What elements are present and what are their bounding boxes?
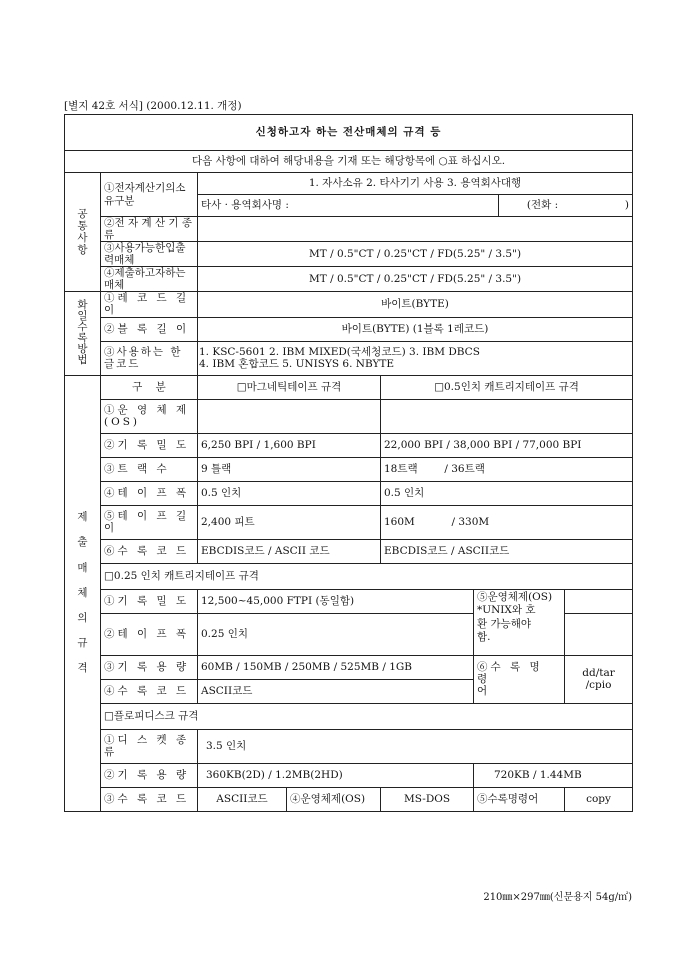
f-type-value[interactable]: 3.5 인치	[198, 729, 633, 763]
mag-tape-header[interactable]: □마그네틱테이프 규격	[198, 375, 381, 399]
q-command-label: ⑥수 록 명 령 어	[474, 655, 565, 703]
paper-size-note: 210㎜×297㎜(신문용지 54g/㎡)	[483, 892, 632, 903]
f-os-label: ④운영체제(OS)	[287, 787, 381, 811]
tracks-label: ③트 랙 수	[101, 457, 198, 481]
f-code-label: ③수 록 코 드	[101, 787, 198, 811]
tracks-mag-value[interactable]: 9 틀랙	[198, 457, 381, 481]
q-os-field-2[interactable]	[565, 613, 633, 655]
media-spec-section-label: 제 출 매 체 의 규 격	[65, 375, 101, 811]
tape-length-label: ⑤테 이 프 길 이	[101, 505, 198, 539]
f-capacity-value-2[interactable]: 720KB / 1.44MB	[474, 763, 633, 787]
form-header-note: [별지 42호 서식] (2000.12.11. 개정)	[64, 100, 242, 112]
ownership-options[interactable]: 1. 자사소유 2. 타사기기 사용 3. 용역회사대행	[198, 173, 633, 195]
q-command-value[interactable]: dd/tar /cpio	[565, 655, 633, 703]
tracks-cart-value[interactable]: 18트랙 / 36트랙	[381, 457, 633, 481]
io-media-label: ③사용가능한입출력매체	[101, 242, 198, 267]
computer-type-label: ②전 자 계 산 기 종 류	[101, 217, 198, 242]
q-width-value[interactable]: 0.25 인치	[198, 613, 474, 655]
hangul-code-label: ③사용하는 한글코드	[101, 341, 198, 375]
tape-length-mag-value[interactable]: 2,400 피트	[198, 505, 381, 539]
vendor-phone-field[interactable]: (전화 : )	[499, 195, 633, 217]
tape-width-mag-value[interactable]: 0.5 인치	[198, 481, 381, 505]
media-spec-form	[64, 114, 633, 812]
tape-length-cart-value[interactable]: 160M / 330M	[381, 505, 633, 539]
instruction-text: 다음 사항에 대하여 해당내용을 기재 또는 해당항목에 ○표 하십시오.	[65, 151, 633, 173]
density-cart-value[interactable]: 22,000 BPI / 38,000 BPI / 77,000 BPI	[381, 433, 633, 457]
q-width-label: ②테 이 프 폭	[101, 613, 198, 655]
record-length-field[interactable]: 바이트(BYTE)	[198, 292, 633, 317]
division-header: 구 분	[101, 375, 198, 399]
f-os-value[interactable]: MS-DOS	[381, 787, 474, 811]
ownership-label: ①전자계산기의소유구분	[101, 173, 198, 217]
q-code-label: ④수 록 코 드	[101, 679, 198, 703]
density-label: ②기 록 밀 도	[101, 433, 198, 457]
f-command-value[interactable]: copy	[565, 787, 633, 811]
floppy-header[interactable]: □플로피디스크 규격	[101, 703, 633, 729]
q-capacity-value[interactable]: 60MB / 150MB / 250MB / 525MB / 1GB	[198, 655, 474, 679]
q-os-field-1[interactable]	[565, 589, 633, 613]
half-inch-cart-header[interactable]: □0.5인치 캐트리지테이프 규격	[381, 375, 633, 399]
hangul-code-line-2: 4. IBM 혼합코드 5. UNISYS 6. NBYTE	[199, 358, 395, 370]
os-mag-field[interactable]	[198, 399, 381, 433]
record-length-label: ①레 코 드 길 이	[101, 292, 198, 317]
record-code-cart-value[interactable]: EBCDIS코드 / ASCII코드	[381, 539, 633, 563]
f-code-value[interactable]: ASCII코드	[198, 787, 287, 811]
os-label: ①운 영 체 제 (OS)	[101, 399, 198, 433]
hangul-code-options[interactable]	[198, 341, 633, 375]
f-capacity-label: ②기 록 용 량	[101, 763, 198, 787]
tape-width-cart-value[interactable]: 0.5 인치	[381, 481, 633, 505]
f-type-label: ①디 스 켓 종 류	[101, 729, 198, 763]
f-capacity-value-1[interactable]: 360KB(2D) / 1.2MB(2HD)	[198, 763, 474, 787]
record-code-label: ⑥수 록 코 드	[101, 539, 198, 563]
submit-media-label: ④제출하고자하는매체	[101, 267, 198, 292]
submit-media-options[interactable]: MT / 0.5"CT / 0.25"CT / FD(5.25" / 3.5")	[198, 267, 633, 292]
f-command-label: ⑤수록명령어	[474, 787, 565, 811]
record-code-mag-value[interactable]: EBCDIS코드 / ASCII 코드	[198, 539, 381, 563]
common-section-label: 공 통 사 항	[65, 173, 101, 292]
block-length-label: ②블 록 길 이	[101, 317, 198, 341]
os-cart-field[interactable]	[381, 399, 633, 433]
quarter-inch-cart-header[interactable]: □0.25 인치 캐트리지테이프 규격	[101, 563, 633, 589]
q-code-value[interactable]: ASCII코드	[198, 679, 474, 703]
io-media-options[interactable]: MT / 0.5"CT / 0.25"CT / FD(5.25" / 3.5")	[198, 242, 633, 267]
q-density-value[interactable]: 12,500~45,000 FTPI (동일함)	[198, 589, 474, 613]
q-os-label: ⑤운영체제(OS) *UNIX와 호 환 가능해야 함.	[474, 589, 565, 655]
vendor-name-field[interactable]: 타사 · 용역회사명 :	[198, 195, 499, 217]
q-density-label: ①기 록 밀 도	[101, 589, 198, 613]
recording-section-label: 화 일 수 록 방 법	[65, 292, 101, 375]
tape-width-label: ④테 이 프 폭	[101, 481, 198, 505]
hangul-code-line-1: 1. KSC-5601 2. IBM MIXED(국세청코드) 3. IBM DBCS	[199, 345, 480, 358]
block-length-field[interactable]: 바이트(BYTE) (1블록 1레코드)	[198, 317, 633, 341]
form-title: 신청하고자 하는 전산매체의 규격 등	[65, 115, 633, 151]
computer-type-field[interactable]	[198, 217, 633, 242]
density-mag-value[interactable]: 6,250 BPI / 1,600 BPI	[198, 433, 381, 457]
q-capacity-label: ③기 록 용 량	[101, 655, 198, 679]
